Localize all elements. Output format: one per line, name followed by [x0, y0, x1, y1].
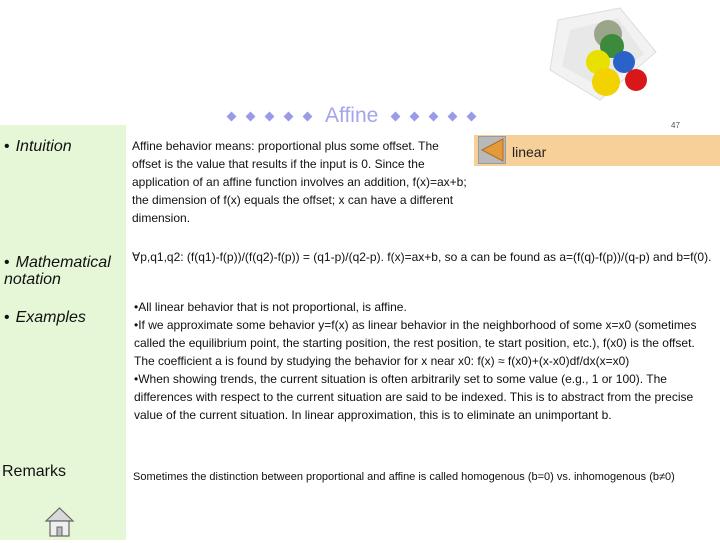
label-remarks: Remarks	[2, 463, 67, 480]
home-icon[interactable]	[44, 505, 75, 538]
diamond-icon	[410, 111, 420, 121]
example-item: •When showing trends, the current situation is often arbitrarily set to some value (e.g., 1 or 100). The differences with respect to the current situation are said to be indexed. This is to abstract from the precise value of the current situation. In linear approximation, this is to eliminate an unimportant b.	[134, 372, 694, 422]
diamond-icon	[467, 111, 477, 121]
slide-title-row	[222, 102, 481, 130]
colored-balls-logo	[540, 0, 670, 120]
example-item: •If we approximate some behavior y=f(x) as linear behavior in the neighborhood of some x=x0 (sometimes called the equilibrium point, the starting position, the rest position, te start position, etc.), f(x0) is the offset. The coefficient a is found by studying the behavior for x near x0: f(x) ≈ f(x0)+(x-x0)df/dx(x=x0)	[134, 318, 697, 368]
diamond-icon	[284, 111, 294, 121]
diamond-icon	[429, 111, 439, 121]
label-examples: • Examples	[4, 309, 86, 326]
diamond-icon	[303, 111, 313, 121]
intuition-text: Affine behavior means: proportional plus some offset. The offset is the value that results if the input is 0. Since the application of an affine function involves an addition, f(x)=ax+b; the dimension of f(x) equals the offset; x can have a different dimension.	[132, 139, 467, 225]
diamond-icon	[265, 111, 275, 121]
back-arrow-icon[interactable]	[478, 136, 506, 164]
diamond-icon	[448, 111, 458, 121]
label-intuition: • Intuition	[4, 138, 72, 155]
link-bar	[474, 135, 720, 166]
examples-text	[134, 298, 704, 424]
example-item: •All linear behavior that is not proportional, is affine.	[134, 300, 407, 314]
slide-title: Affine	[325, 104, 379, 127]
diamond-icon	[391, 111, 401, 121]
page-number: 47	[671, 121, 680, 130]
linear-link[interactable]: linear	[512, 144, 547, 160]
diamond-icon	[227, 111, 237, 121]
mathematical-notation-text: ∀p,q1,q2: (f(q1)-f(p))/(f(q2)-f(p)) = (q1-p)/(q2-p). f(x)=ax+b, so a can be found as a=(f(q)-f(p))/(q-p) and b=f(0).	[132, 250, 712, 264]
diamond-icon	[246, 111, 256, 121]
remarks-text: Sometimes the distinction between proportional and affine is called homogenous (b=0) vs. inhomogenous (b≠0)	[133, 471, 675, 483]
label-mathematical-notation: • Mathematical notation	[4, 254, 111, 288]
